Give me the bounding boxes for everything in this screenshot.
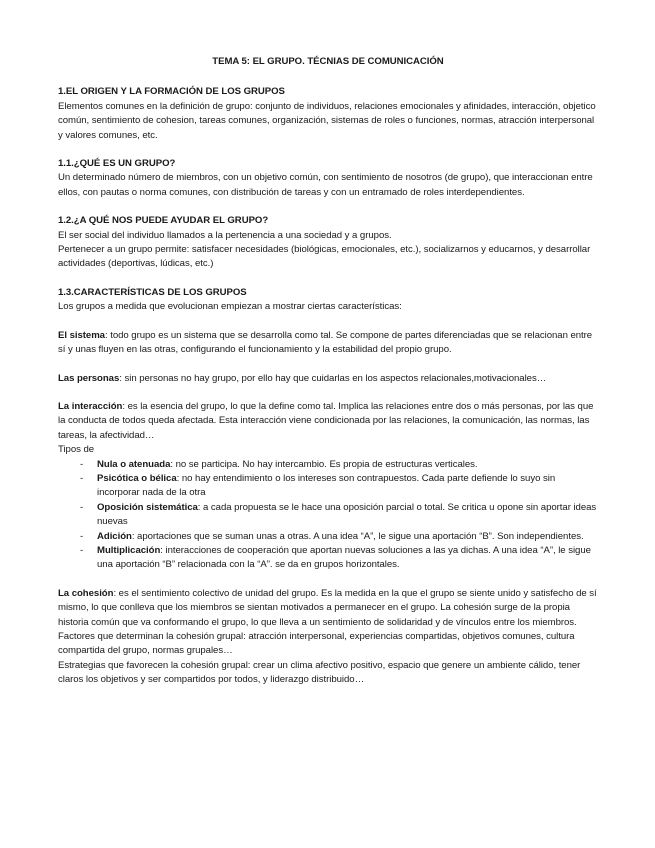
types-list	[58, 458, 598, 573]
list-dash: -	[80, 544, 84, 556]
list-item	[58, 472, 598, 501]
term-text: : no hay entendimiento o los intereses son contrapuestos. Cada parte defiende lo suyo sin incorporar nada de la otra	[97, 472, 556, 499]
interaccion-text	[58, 400, 598, 443]
section-heading: 1.2.¿A QUÉ NOS PUEDE AYUDAR EL GRUPO?	[58, 215, 269, 227]
term-text: : a cada propuesta se le hace una oposición parcial o total. Se critica u opone sin aportar ideas nuevas	[97, 501, 597, 528]
term-label: Oposición sistemática	[97, 501, 198, 513]
list-item	[58, 501, 598, 530]
cohesion-text	[58, 587, 598, 630]
term-label: Psicótica o bélica	[97, 472, 177, 484]
cohesion-estrategias: Estrategias que favorecen la cohesión grupal: crear un clima afectivo positivo, espacio que genere un ambiente cálido, tener claros los objetivos y ser compartidos por todos, y liderazgo distribuido…	[58, 659, 581, 686]
section-heading: 1.3.CARACTERÍSTICAS DE LOS GRUPOS	[58, 286, 247, 298]
list-dash: -	[80, 472, 84, 484]
term-label: El sistema	[58, 329, 105, 341]
document-page	[58, 55, 598, 688]
section-heading: 1.EL ORIGEN Y LA FORMACIÓN DE LOS GRUPOS	[58, 86, 285, 98]
section-origen	[58, 85, 598, 143]
cohesion-factores: Factores que determinan la cohesión grupal: atracción interpersonal, experiencias compartidas, objetivos comunes, cultura compartida del grupo, normas grupales…	[58, 631, 575, 657]
section-text: El ser social del individuo llamados a la pertenencia a una sociedad y a grupos.	[58, 229, 392, 241]
list-dash: -	[80, 501, 84, 513]
paragraph-personas	[58, 372, 598, 386]
term-text: : todo grupo es un sistema que se desarrolla como tal. Se compone de partes diferenciadas que se relacionan entre sí y unas fluyen en las otras, configurando el funcionamiento y la estabilidad del propio grupo.	[58, 329, 593, 356]
paragraph-interaccion	[58, 400, 598, 573]
list-dash: -	[80, 530, 84, 542]
section-ayuda-grupo	[58, 214, 598, 272]
list-item	[58, 544, 598, 573]
section-que-es-grupo	[58, 157, 598, 200]
list-dash: -	[80, 458, 84, 470]
term-text: : aportaciones que se suman unas a otras. A una idea “A”, le sigue una aportación “B”. Son independientes.	[131, 530, 584, 542]
section-text: Un determinado número de miembros, con un objetivo común, con sentimiento de nosotros (de grupo), que interaccionan entre ellos, con pautas o norma comunes, con distribución de tareas y con un entramado de roles interdependientes.	[58, 172, 593, 198]
types-label: Tipos de	[58, 444, 95, 456]
paragraph-cohesion	[58, 587, 598, 688]
section-text: Elementos comunes en la definición de grupo: conjunto de individuos, relaciones emocionales y afinidades, interacción, objetico común, sentimiento de cohesion, tareas comunes, organización, sistemas de roles o funciones, normas, atracción interpersonal y valores comunes, etc.	[58, 100, 596, 141]
term-text: : sin personas no hay grupo, por ello hay que cuidarlas en los aspectos relacionales,motivacionales…	[119, 372, 547, 384]
document-title: TEMA 5: EL GRUPO. TÉCNIAS DE COMUNICACIÓN	[212, 56, 444, 67]
term-label: La cohesión	[58, 587, 114, 599]
paragraph-sistema	[58, 329, 598, 358]
term-text: : interacciones de cooperación que aportan nuevas soluciones a las ya dichas. A una idea “A”, le sigue una aportación “B” relacionada con la “A”. se da en grupos horizontales.	[97, 544, 591, 571]
list-item	[58, 530, 598, 544]
term-text: : es la esencia del grupo, lo que la define como tal. Implica las relaciones entre dos o más personas, por las que la conducta de todos queda afectada. Esta interacción viene condicionada por las relaciones, la comunicación, las normas, las tareas, la afectividad…	[58, 400, 594, 441]
term-label: Nula o atenuada	[97, 458, 171, 470]
list-item	[58, 458, 598, 472]
term-text: : no se participa. No hay intercambio. Es propia de estructuras verticales.	[170, 458, 478, 470]
term-label: La interacción	[58, 400, 123, 412]
section-text: Pertenecer a un grupo permite: satisfacer necesidades (biológicas, emocionales, etc.), socializarnos y educarnos, y desarrollar actividades (deportivas, lúdicas, etc.)	[58, 244, 591, 270]
section-text: Los grupos a medida que evolucionan empiezan a mostrar ciertas características:	[58, 301, 402, 313]
term-label: Las personas	[58, 372, 120, 384]
term-text: : es el sentimiento colectivo de unidad del grupo. Es la medida en la que el grupo se siente unido y satisfecho de sí mismo, lo que conlleva que los miembros se sientan motivados a permanecer en el grupo. La cohesión surge de la propia historia común que va conformando el grupo, lo que lleva a un sentimiento de solidaridad y de vínculos entre los miembros.	[58, 587, 597, 628]
section-caracteristicas	[58, 286, 598, 688]
section-heading: 1.1.¿QUÉ ES UN GRUPO?	[58, 158, 176, 170]
term-label: Multiplicación	[97, 544, 161, 556]
term-label: Adición	[97, 530, 132, 542]
